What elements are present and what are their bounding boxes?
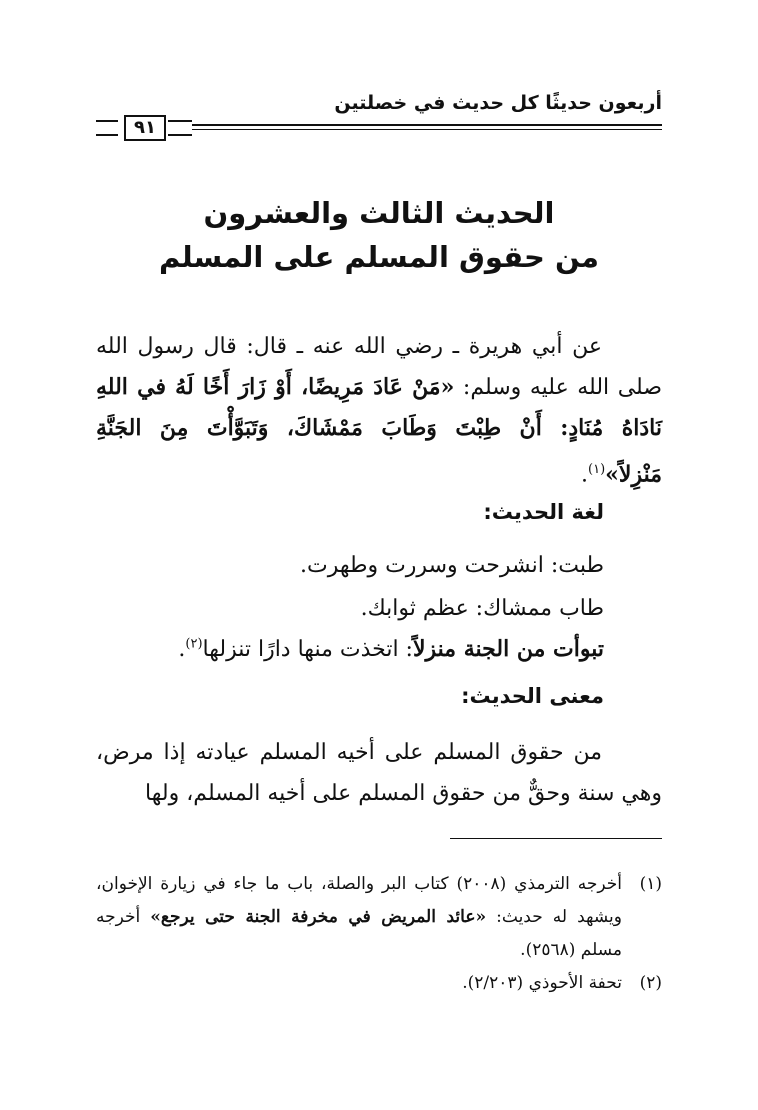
glossary-end: . bbox=[178, 637, 186, 662]
footnote-text: أخرجه الترمذي (٢٠٠٨) كتاب البر والصلة، باب ما جاء في زيارة الإخوان، ويشهد له حديث: bbox=[96, 874, 622, 927]
chapter-title-line1: الحديث الثالث والعشرون bbox=[203, 196, 555, 230]
chapter-title-line2: من حقوق المسلم على المسلم bbox=[158, 240, 600, 274]
glossary-item bbox=[96, 596, 604, 621]
glossary-term: طبت bbox=[558, 553, 604, 578]
footnote-text: تحفة الأحوذي (٢/٢٠٣). bbox=[462, 973, 622, 993]
glossary-term: طاب ممشاك bbox=[483, 596, 604, 621]
glossary-term: تبوأت من الجنة منزلاً bbox=[412, 636, 604, 662]
section-heading-language: لغة الحديث: bbox=[483, 500, 604, 524]
section-heading-meaning: معنى الحديث: bbox=[461, 684, 604, 708]
meaning-paragraph: من حقوق المسلم على أخيه المسلم عيادته إذا مرض، وهي سنة وحقٌّ من حقوق المسلم على أخيه المسلم، ولها bbox=[96, 740, 662, 806]
footnote-text-end: أخرجه مسلم (٢٥٦٨). bbox=[96, 907, 622, 960]
glossary-def: : اتخذت منها دارًا تنزلها bbox=[202, 637, 413, 662]
hadith-paragraph bbox=[96, 326, 662, 495]
page-number-left-lines bbox=[96, 120, 118, 136]
hadith-end: . bbox=[581, 462, 588, 488]
footnote-mark: (١) bbox=[639, 874, 662, 894]
footnote-ref-1: (١) bbox=[588, 462, 606, 477]
page-number-right-lines bbox=[168, 120, 192, 136]
footnote-ref-2: (٢) bbox=[185, 636, 203, 652]
glossary-item bbox=[96, 636, 604, 662]
glossary-def: : عظم ثوابك. bbox=[360, 596, 484, 621]
footnote-quote: «عائد المريض في مخرفة الجنة حتى يرجع» bbox=[150, 907, 487, 927]
page-number: ٩١ bbox=[124, 115, 166, 141]
footnote bbox=[96, 967, 662, 1000]
hadith-text: «مَنْ عَادَ مَرِيضًا، أَوْ زَارَ أَخًا لَهُ في اللهِ نَادَاهُ مُنَادٍ: أَنْ طِبْتَ وَطَابَ مَمْشَاكَ، وَتَبَوَّأْتَ مِنَ الجَنَّةِ مَنْزِلاً» bbox=[96, 374, 662, 488]
running-head: أربعون حديثًا كل حديث في خصلتين bbox=[334, 92, 662, 114]
glossary-item bbox=[96, 553, 604, 578]
glossary-def: : انشرحت وسررت وطهرت. bbox=[299, 553, 559, 578]
footnote-mark: (٢) bbox=[639, 973, 662, 993]
page-number-box bbox=[96, 114, 192, 142]
footnotes bbox=[96, 868, 662, 1000]
footnote-rule bbox=[450, 838, 662, 839]
hadith-intro: عن أبي هريرة ـ رضي الله عنه ـ قال: قال رسول الله صلى الله عليه وسلم: bbox=[96, 334, 663, 400]
footnote bbox=[96, 868, 662, 967]
